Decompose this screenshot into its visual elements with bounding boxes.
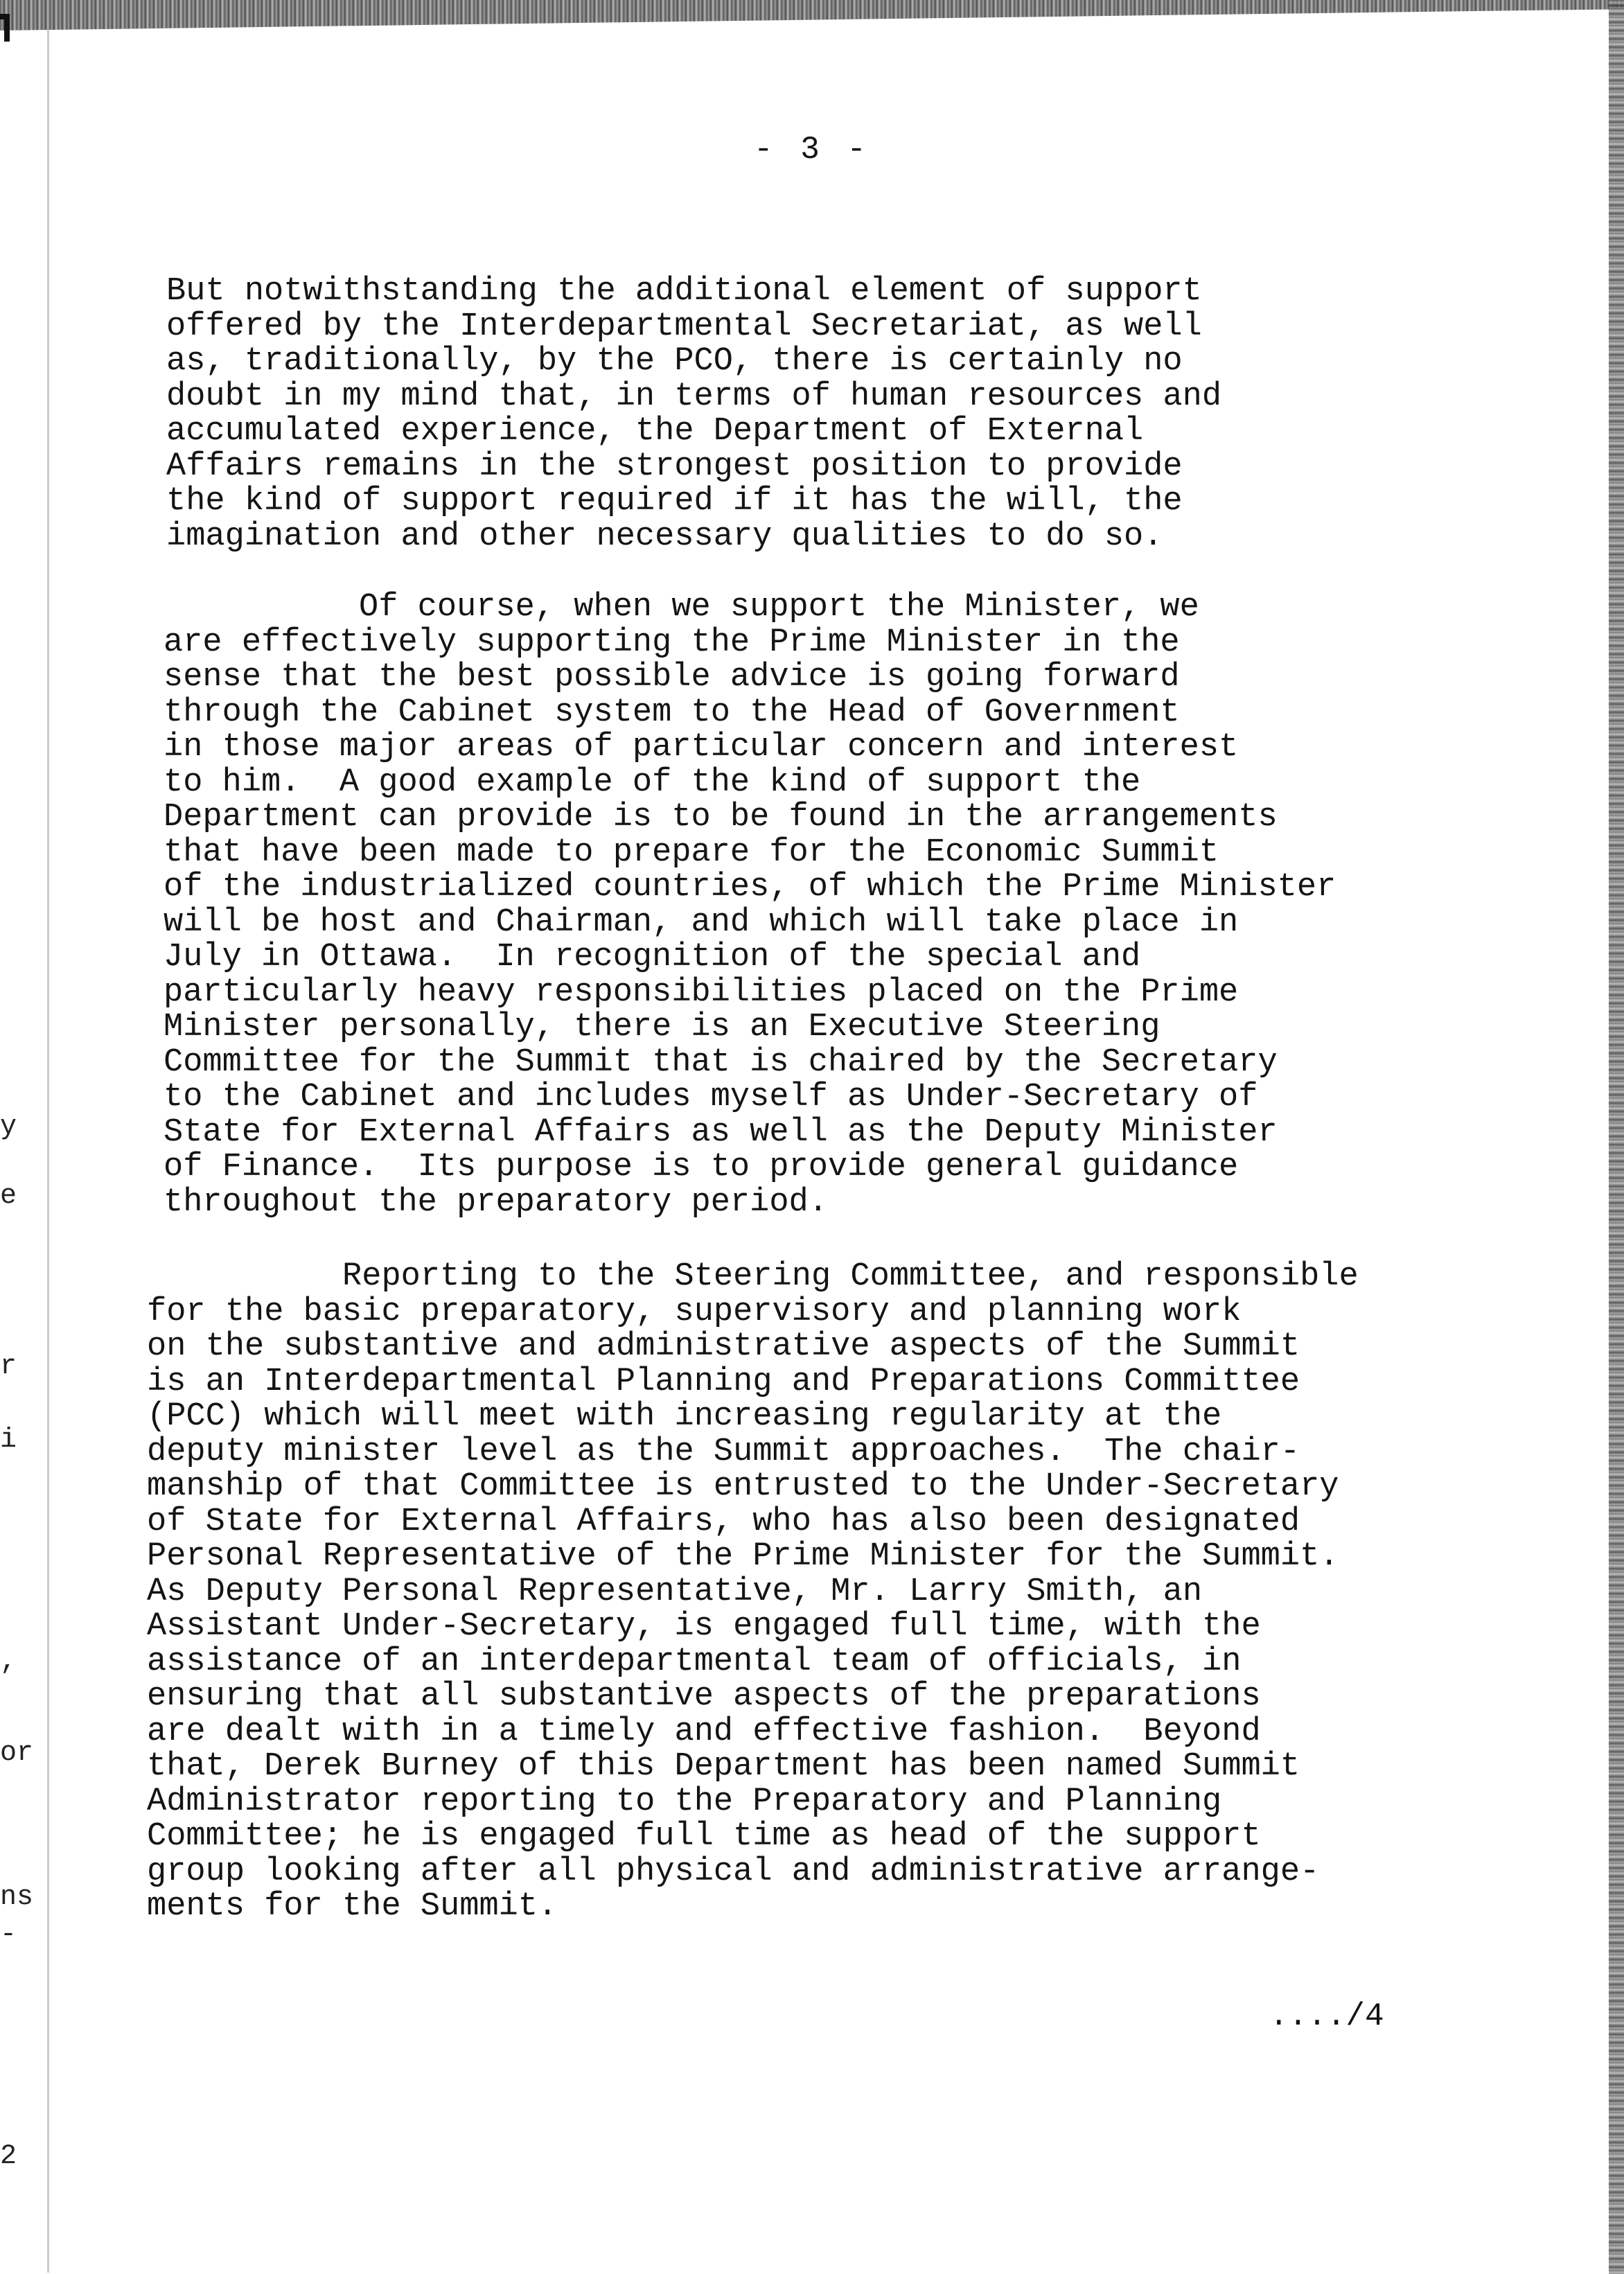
text-line: (PCC) which will meet with increasing regularity at the xyxy=(147,1398,1222,1435)
margin-fragment: , xyxy=(0,1646,17,1677)
text-line: group looking after all physical and administrative arrange- xyxy=(147,1853,1320,1890)
text-line: Committee; he is engaged full time as head of the support xyxy=(147,1818,1261,1855)
text-line: Committee for the Summit that is chaired by the Secretary xyxy=(164,1043,1278,1081)
text-line: As Deputy Personal Representative, Mr. Larry Smith, an xyxy=(147,1573,1203,1610)
text-line: imagination and other necessary qualities to do so. xyxy=(166,518,1163,555)
text-line: is an Interdepartmental Planning and Preparations Committee xyxy=(147,1363,1300,1400)
margin-fragment: 2 xyxy=(0,2141,17,2172)
text-line: Affairs remains in the strongest position to provide xyxy=(166,448,1183,485)
text-line: State for External Affairs as well as the Deputy Minister xyxy=(164,1113,1278,1151)
text-line: through the Cabinet system to the Head of Government xyxy=(164,694,1180,731)
text-line: for the basic preparatory, supervisory and planning work xyxy=(147,1293,1242,1330)
text-line: Minister personally, there is an Executive Steering xyxy=(164,1009,1160,1046)
margin-fragment: or xyxy=(0,1738,34,1769)
margin-fragment: r xyxy=(0,1351,17,1382)
page-number: - 3 - xyxy=(753,132,871,168)
text-line: Administrator reporting to the Preparatory and Planning xyxy=(147,1783,1222,1820)
text-line: that have been made to prepare for the Economic Summit xyxy=(164,834,1219,871)
text-line: assistance of an interdepartmental team of officials, in xyxy=(147,1643,1242,1680)
margin-fragment: y xyxy=(0,1111,17,1143)
text-line: doubt in my mind that, in terms of human resources and xyxy=(166,378,1222,415)
text-line: are dealt with in a timely and effective fashion. Beyond xyxy=(147,1713,1261,1750)
text-line: Personal Representative of the Prime Minister for the Summit. xyxy=(147,1538,1339,1575)
paragraph-1 xyxy=(166,274,1221,554)
text-line: are effectively supporting the Prime Minister in the xyxy=(164,624,1180,661)
text-line: the kind of support required if it has the will, the xyxy=(166,483,1183,520)
scan-left-shadow xyxy=(47,28,49,2273)
text-line: offered by the Interdepartmental Secretariat, as well xyxy=(166,308,1202,345)
continuation-marker: ..../4 xyxy=(1269,1998,1384,2034)
text-line: Assistant Under-Secretary, is engaged full time, with the xyxy=(147,1608,1261,1645)
text-line: to the Cabinet and includes myself as Under-Secretary of xyxy=(164,1079,1258,1116)
text-line: Reporting to the Steering Committee, and responsible xyxy=(147,1258,1359,1295)
text-line: July in Ottawa. In recognition of the special and xyxy=(164,939,1141,976)
text-line: of Finance. Its purpose is to provide general guidance xyxy=(164,1149,1239,1186)
text-line: throughout the preparatory period. xyxy=(164,1183,828,1221)
scan-right-edge xyxy=(1609,0,1624,2274)
text-line: particularly heavy responsibilities placed on the Prime xyxy=(164,973,1239,1011)
margin-fragment: - xyxy=(0,1919,17,1950)
text-line: as, traditionally, by the PCO, there is certainly no xyxy=(166,343,1183,380)
text-line: But notwithstanding the additional element of support xyxy=(166,273,1202,310)
text-line: ensuring that all substantive aspects of the preparations xyxy=(147,1678,1261,1715)
text-line: on the substantive and administrative aspects of the Summit xyxy=(147,1328,1300,1365)
text-line: that, Derek Burney of this Department has been named Summit xyxy=(147,1748,1300,1785)
text-line: sense that the best possible advice is going forward xyxy=(164,659,1180,696)
text-line: ments for the Summit. xyxy=(147,1888,558,1925)
scan-top-edge xyxy=(0,0,1624,30)
text-line: of the industrialized countries, of which the Prime Minister xyxy=(164,869,1336,906)
text-line: to him. A good example of the kind of support the xyxy=(164,764,1141,801)
margin-fragment: i xyxy=(0,1425,17,1456)
text-line: of State for External Affairs, who has also been designated xyxy=(147,1503,1300,1540)
text-line: deputy minister level as the Summit approaches. The chair- xyxy=(147,1433,1300,1470)
scan-corner-mark xyxy=(0,14,10,42)
paragraph-3 xyxy=(147,1260,1359,1925)
text-line: accumulated experience, the Department of External xyxy=(166,413,1144,450)
text-line: manship of that Committee is entrusted to the Under-Secretary xyxy=(147,1468,1339,1505)
paragraph-2 xyxy=(164,590,1336,1220)
text-line: will be host and Chairman, and which will take place in xyxy=(164,904,1239,941)
margin-fragment: ns xyxy=(0,1882,34,1913)
text-line: in those major areas of particular concern and interest xyxy=(164,729,1239,766)
text-line: Of course, when we support the Minister, we xyxy=(164,589,1199,626)
text-line: Department can provide is to be found in the arrangements xyxy=(164,799,1278,836)
margin-fragment: e xyxy=(0,1181,17,1212)
